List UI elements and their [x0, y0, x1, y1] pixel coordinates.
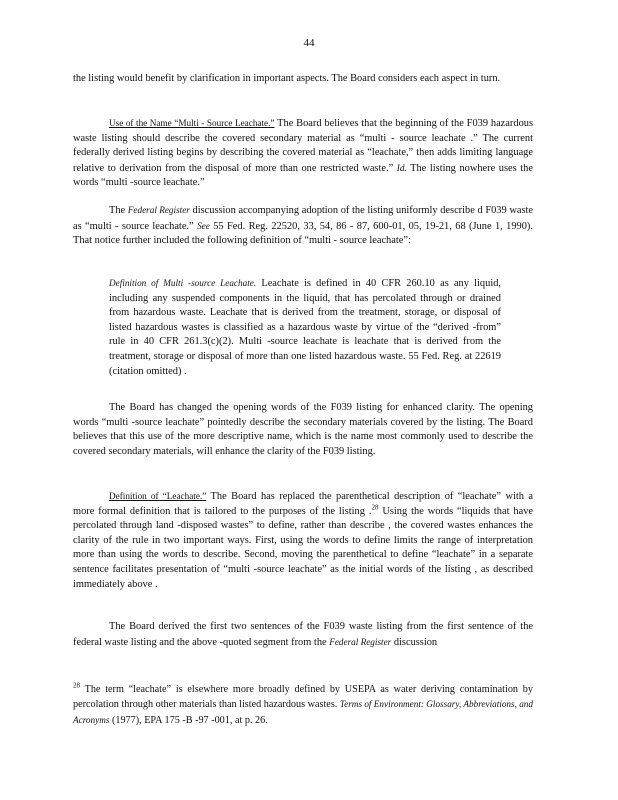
block-quote-definition: Definition of Multi -source Leachate. Leachate is defined in 40 CFR 260.10 as any liquid, including any suspended components in the liquid, that has percolated through or drained from hazardous waste. Leachate that is derived from the treatment, storage, or disposal of listed hazardous wastes is classified as a hazardous waste by virtue of the “derived -from” rule in 40 CFR 261.3(c)(2). Multi -source leachate is leachate that is derived from the treatment, storage or disposal of more than one listed hazardous waste. 55 Fed. Reg. at 22619 (citation omitted) . [109, 278, 501, 377]
quote-heading: Definition of Multi -source Leachate. [109, 278, 257, 288]
page-number: 44 [303, 37, 315, 49]
paragraph-derived-sentences: The Board derived the first two sentences of the F039 waste listing from the first sentence of the federal waste listing and the above -quoted segment from the Federal Register discussion [73, 621, 533, 648]
paragraph-multi-source-name: Use of the Name “Multi - Source Leachate.” The Board believes that the beginning of the F039 hazardous waste listing should describe the covered secondary material as “multi - source leachate .” The current federally derived listing begins by describing the covered material as “leachate,” then adds limiting language relative to derivation from the disposal of more than one restricted waste.” Id. The listing nowhere uses the words “multi -source leachate.” [73, 118, 534, 189]
paragraph-leachate-definition: Definition of “Leachate.” The Board has replaced the parenthetical description of “leachate” with a more formal definition that is tailored to the purposes of the listing .$^{28}$ Using the words “liquids that have percolated through land -disposed wastes” to define, rather than describe , the covered wastes enhances the clarity of the rule in two important ways. First, using the words to define limits the range of interpretation more than using the words to describe. Second, moving the parenthetical to define “leachate” in a separate sentence facilitates presentation of “multi -source leachate” as the initial words of the listing , as described immediately above . [73, 491, 533, 590]
paragraph-federal-register: The Federal Register discussion accompanying adoption of the listing uniformly describe d F039 waste as “multi - source leachate.” See 55 Fed. Reg. 22520, 33, 54, 86 - 87, 600-01, 05, 19-21, 68 (June 1, 1990). That notice further included the following definition of “multi - source leachate”: [73, 205, 534, 247]
heading-leachate-definition: Definition of “Leachate.” [109, 491, 207, 501]
footnote-number: 28 [73, 681, 80, 690]
paragraph-intro: the listing would benefit by clarification in important aspects. The Board considers each aspect in turn. [73, 73, 501, 84]
footnote-title: Terms of Environment: Glossary, Abbreviations, and Acronyms [73, 699, 533, 725]
footnote-reference: 28 [371, 503, 379, 512]
heading-multi-source-name: Use of the Name “Multi - Source Leachate.” [109, 118, 275, 128]
federal-register-citation: Federal Register [127, 205, 190, 215]
footnote: $^{28}$ The term “leachate” is elsewhere more broadly defined by USEPA as water deriving contamination by percolation through other materials than listed hazardous wastes. Terms of Environment: Glossary, Abbreviations, and Acronyms (1977), EPA 175 -B -97 -001, at p. 26. [73, 681, 533, 726]
paragraph-opening-words: The Board has changed the opening words of the F039 listing for enhanced clarity. The opening words “multi -source leachate” pointedly describe the secondary materials covered by the listing. The Board believes that this use of the more descriptive name, which is the name most commonly used to describe the covered secondary materials, will enhance the clarity of the F039 listing. [73, 402, 533, 457]
